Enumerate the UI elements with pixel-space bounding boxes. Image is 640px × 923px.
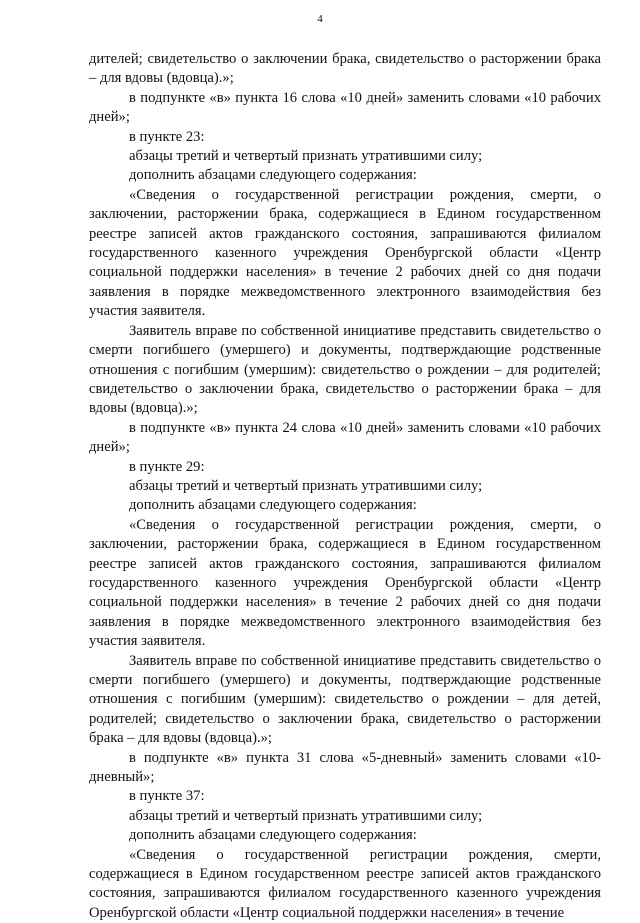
paragraph: «Сведения о государственной регистрации рождения, смерти, о заключении, расторжении брака, содержащиеся в Едином государственном реестре записей актов гражданского состояния, запрашиваются филиалом государственного казенного учреждения Оренбургской области «Центр социальной поддержки населения» в течение 2 рабочих дней со дня подачи заявления в порядке межведомственного электронного взаимодействия без участия заявителя. — [89, 516, 601, 650]
paragraph: в подпункте «в» пункта 24 слова «10 дней» заменить словами «10 рабочих дней»; — [89, 419, 601, 456]
paragraph: в пункте 37: — [129, 788, 205, 805]
paragraph: в подпункте «в» пункта 31 слова «5-дневный» заменить словами «10-дневный»; — [89, 749, 601, 786]
page-number: 4 — [317, 13, 323, 25]
paragraph-continuation: дителей; свидетельство о заключении брака, свидетельство о расторжении брака – для вдовы (вдовца).»; — [89, 51, 601, 87]
paragraph: в пункте 23: — [129, 128, 205, 145]
paragraph: «Сведения о государственной регистрации рождения, смерти, о заключении, расторжении брака, содержащиеся в Едином государственном реестре записей актов гражданского состояния, запрашиваются филиалом государственного казенного учреждения Оренбургской области «Центр социальной поддержки населения» в течение 2 рабочих дней со дня подачи заявления в порядке межведомственного электронного взаимодействия без участия заявителя. — [89, 186, 601, 320]
paragraph: «Сведения о государственной регистрации рождения, смерти, содержащиеся в Едином государственном реестре записей актов гражданского состояния, запрашиваются филиалом государственного казенного учреждения Оренбургской области «Центр социальной поддержки населения» в течение — [89, 846, 601, 921]
paragraph: в подпункте «в» пункта 16 слова «10 дней» заменить словами «10 рабочих дней»; — [89, 89, 601, 126]
paragraph: абзацы третий и четвертый признать утратившими силу; — [129, 477, 483, 494]
paragraph: в пункте 29: — [129, 458, 205, 475]
paragraph: дополнить абзацами следующего содержания: — [129, 497, 417, 514]
paragraph: Заявитель вправе по собственной инициативе представить свидетельство о смерти погибшего (умершего) и документы, подтверждающие родственные отношения с погибшим (умершим): свидетельство о рождении – для детей, родителей; свидетельство о заключении брака, свидетельство о расторжении брака – для вдовы (вдовца).»; — [89, 652, 601, 747]
document-body — [89, 50, 601, 923]
paragraph: дополнить абзацами следующего содержания: — [129, 827, 417, 844]
paragraph: абзацы третий и четвертый признать утратившими силу; — [129, 807, 483, 824]
paragraph: абзацы третий и четвертый признать утратившими силу; — [129, 148, 483, 165]
paragraph: дополнить абзацами следующего содержания: — [129, 167, 417, 184]
paragraph: Заявитель вправе по собственной инициативе представить свидетельство о смерти погибшего (умершего) и документы, подтверждающие родственные отношения с погибшим (умершим): свидетельство о рождении – для родителей; свидетельство о заключении брака, свидетельство о расторжении брака – для вдовы (вдовца).»; — [89, 322, 601, 417]
